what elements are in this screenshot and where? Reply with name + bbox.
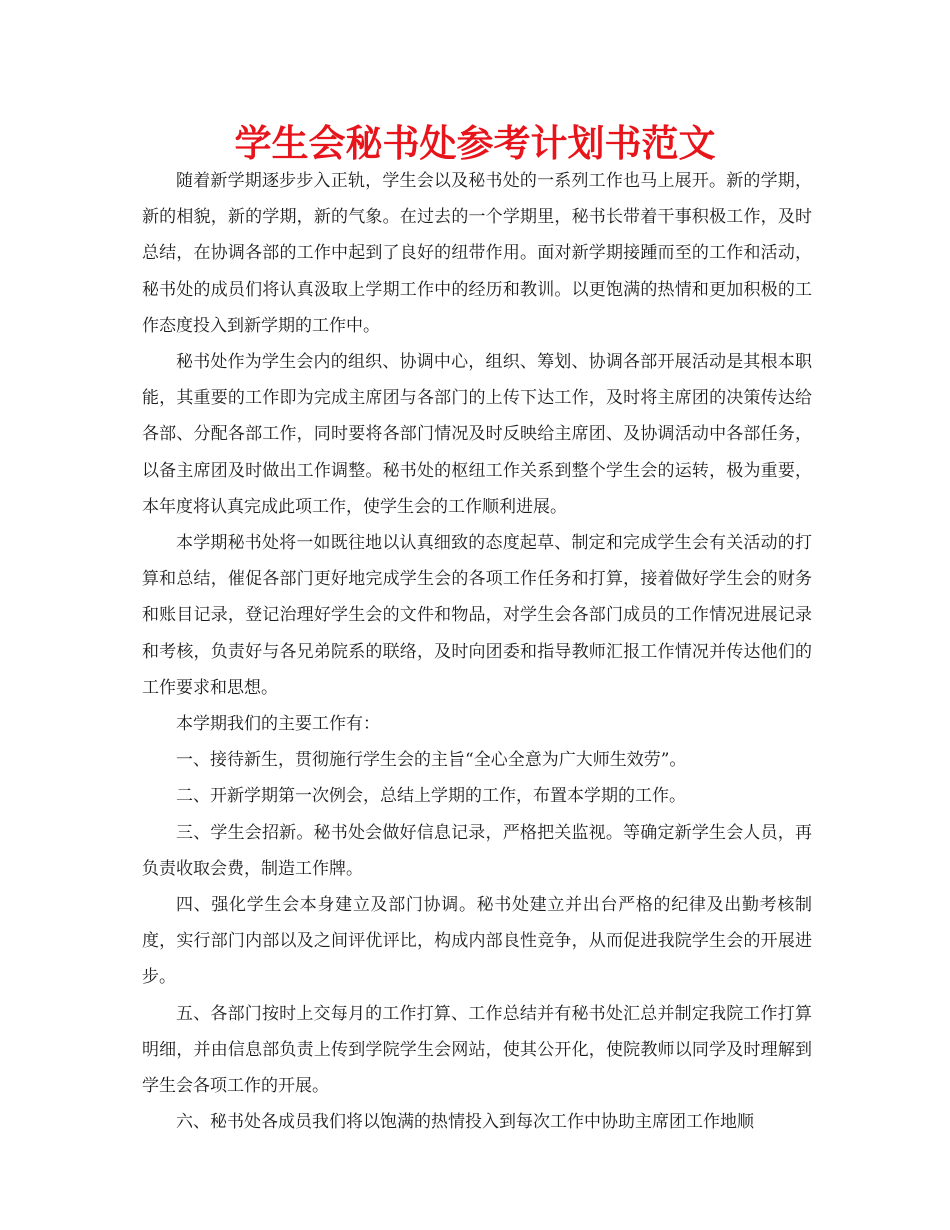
paragraph-role: 秘书处作为学生会内的组织、协调中心，组织、筹划、协调各部开展活动是其根本职能，其重要的工作即为完成主席团与各部门的上传下达工作，及时将主席团的决策传达给各部、分配各部工作，同时要将各部门情况及时反映给主席团、及协调活动中各部任务，以备主席团及时做出工作调整。秘书处的枢纽工作关系到整个学生会的运转，极为重要，本年度将认真完成此项工作，使学生会的工作顺利进展。 — [142, 352, 812, 517]
paragraph-main-work-heading: 本学期我们的主要工作有： — [176, 714, 380, 735]
paragraph-semester-duties: 本学期秘书处将一如既往地以认真细致的态度起草、制定和完成学生会有关活动的打算和总结，催促各部门更好地完成学生会的各项工作任务和打算，接着做好学生会的财务和账目记录，登记治理好学生会的文件和物品，对学生会各部门成员的工作情况进展记录和考核，负责好与各兄弟院系的联络，及时向团委和指导教师汇报工作情况并传达他们的工作要求和思想。 — [142, 533, 812, 698]
document-body — [142, 163, 812, 1140]
list-item-4: 四、强化学生会本身建立及部门协调。秘书处建立并出台严格的纪律及出勤考核制度，实行部门内部以及之间评优评比，构成内部良性竞争，从而促进我院学生会的开展进步。 — [142, 895, 812, 988]
list-item-6: 六、秘书处各成员我们将以饱满的热情投入到每次工作中协助主席团工作地顺 — [176, 1112, 754, 1133]
list-item-1: 一、接待新生，贯彻施行学生会的主旨“全心全意为广大师生效劳”。 — [176, 750, 687, 771]
list-item-5: 五、各部门按时上交每月的工作打算、工作总结并有秘书处汇总并制定我院工作打算明细，并由信息部负责上传到学院学生会网站，使其公开化，使院教师以同学及时理解到学生会各项工作的开展。 — [142, 1003, 812, 1097]
document-title: 学生会秘书处参考计划书范文 — [234, 121, 716, 165]
paragraph-intro: 随着新学期逐步步入正轨，学生会以及秘书处的一系列工作也马上展开。新的学期，新的相貌，新的学期，新的气象。在过去的一个学期里，秘书长带着干事积极工作，及时总结，在协调各部的工作中起到了良好的纽带作用。面对新学期接踵而至的工作和活动，秘书处的成员们将认真汲取上学期工作中的经历和教训。以更饱满的热情和更加积极的工作态度投入到新学期的工作中。 — [142, 171, 812, 336]
list-item-3: 三、学生会招新。秘书处会做好信息记录，严格把关监视。等确定新学生会人员，再负责收取会费，制造工作牌。 — [142, 822, 812, 879]
list-item-2: 二、开新学期第一次例会，总结上学期的工作，布置本学期的工作。 — [176, 786, 686, 807]
